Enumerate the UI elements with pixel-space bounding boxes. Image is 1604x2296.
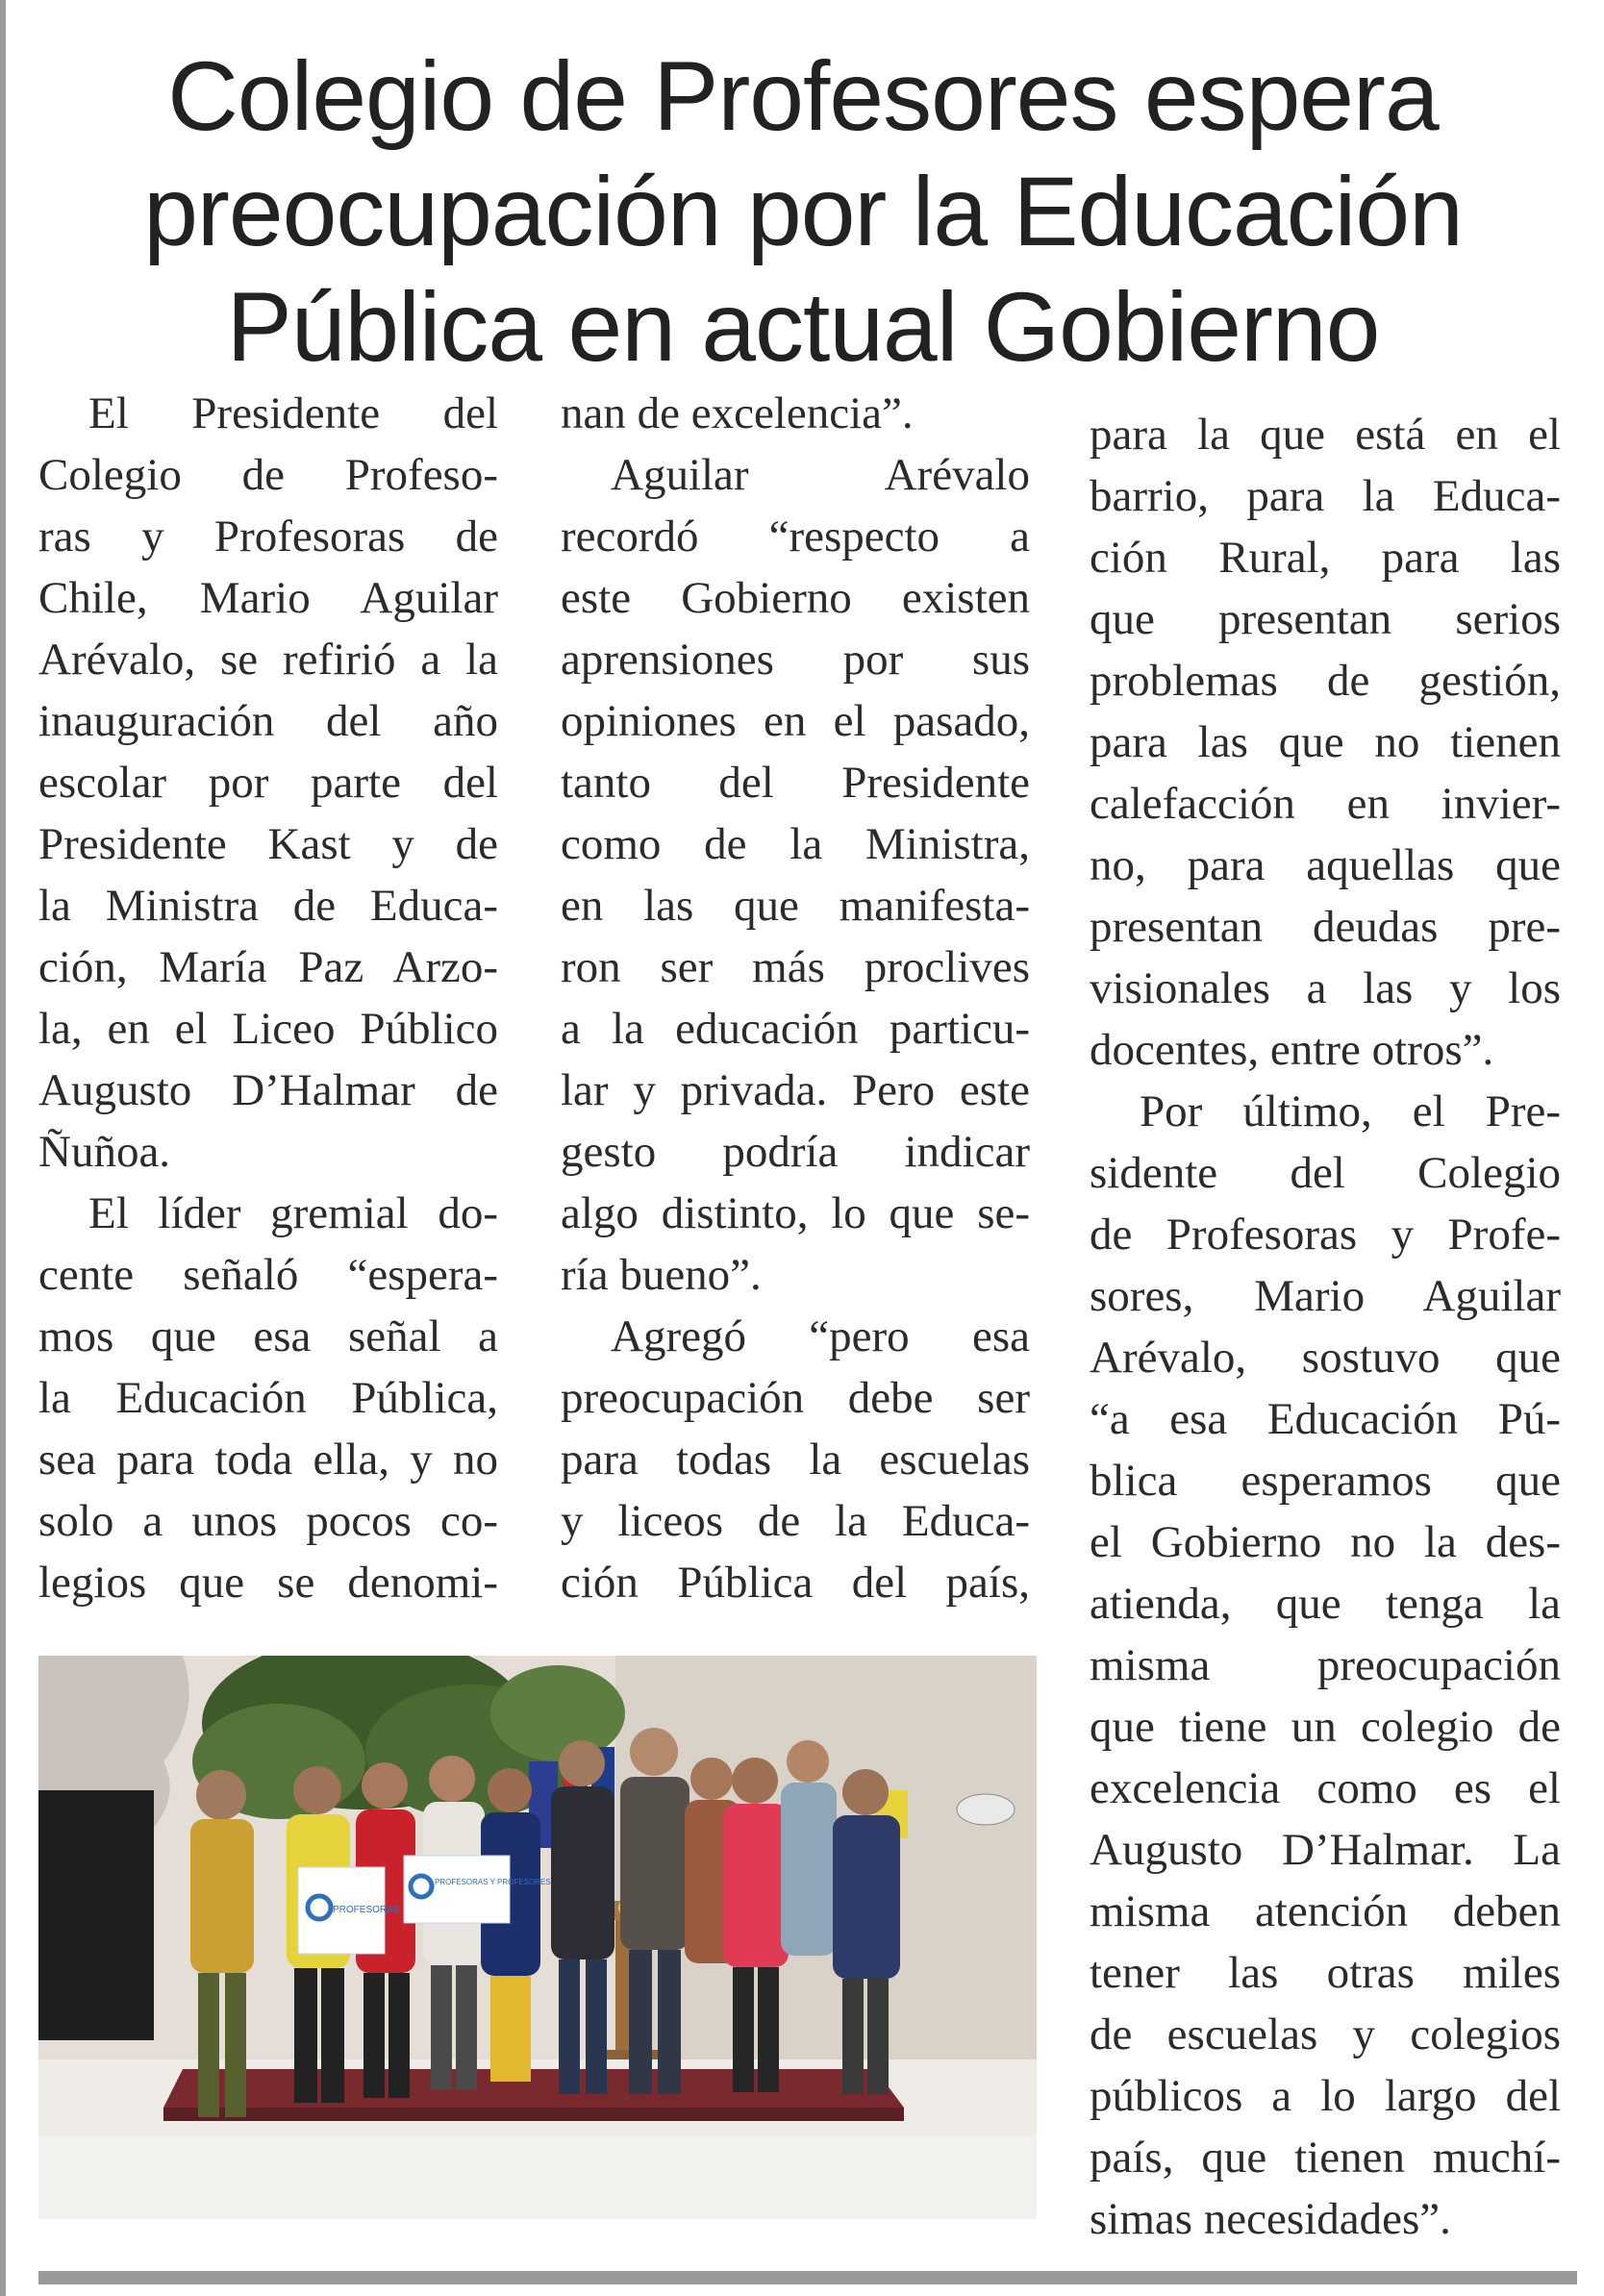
- banner-text: PROFESORAS: [333, 1905, 400, 1915]
- article-column-3: [1090, 404, 1561, 2250]
- text-line: misma preocupación: [1090, 1640, 1561, 1690]
- text-line: la Educación Pública,: [38, 1373, 498, 1423]
- headline-line: Colegio de Profesores espera: [167, 41, 1439, 151]
- text-line: ría bueno”.: [561, 1250, 762, 1300]
- text-line: tener las otras miles: [1090, 1948, 1561, 1998]
- photo-illustration: [38, 1656, 1037, 2219]
- text-line: este Gobierno existen: [561, 573, 1030, 623]
- text-line: ción Pública del país,: [561, 1558, 1030, 1608]
- text-line: tanto del Presidente: [561, 758, 1030, 808]
- text-line: atienda, que tenga la: [1090, 1579, 1561, 1629]
- text-line: inauguración del año: [38, 696, 498, 746]
- text-line: ras y Profesoras de: [38, 512, 498, 562]
- text-line: Arévalo, sostuvo que: [1090, 1333, 1561, 1383]
- text-line: cente señaló “espera-: [38, 1250, 498, 1300]
- text-line: Por último, el Pre-: [1140, 1086, 1561, 1136]
- text-line: El líder gremial do-: [88, 1188, 498, 1238]
- text-line: Augusto D’Halmar. La: [1090, 1825, 1561, 1875]
- left-page-border: [0, 0, 6, 2296]
- text-line: y liceos de la Educa-: [561, 1496, 1030, 1546]
- text-line: para las que no tienen: [1090, 717, 1561, 767]
- banner-text: PROFESORAS Y PROFESORES: [435, 1878, 551, 1886]
- text-line: a la educación particu-: [561, 1004, 1030, 1054]
- press-conference-photo: [38, 1656, 1037, 2219]
- text-line: Ñuñoa.: [38, 1127, 171, 1177]
- text-line: solo a unos pocos co-: [38, 1496, 498, 1546]
- headline-line: preocupación por la Educación: [143, 157, 1463, 266]
- text-line: simas necesidades”.: [1090, 2194, 1451, 2244]
- text-line: legios que se denomi-: [38, 1558, 498, 1608]
- text-line: mos que esa señal a: [38, 1311, 498, 1361]
- text-line: problemas de gestión,: [1090, 656, 1561, 706]
- headline: [58, 38, 1548, 385]
- text-line: en las que manifesta-: [561, 881, 1030, 931]
- text-line: públicos a lo largo del: [1090, 2071, 1561, 2121]
- text-line: que tiene un colegio de: [1090, 1702, 1561, 1752]
- text-line: de Profesoras y Profe-: [1090, 1210, 1561, 1260]
- text-line: gesto podría indicar: [561, 1127, 1030, 1177]
- text-line: ción Rural, para las: [1090, 533, 1561, 583]
- text-line: presentan deudas pre-: [1090, 902, 1561, 952]
- text-line: para todas la escuelas: [561, 1435, 1030, 1485]
- text-line: para la que está en el: [1090, 410, 1561, 460]
- text-line: opiniones en el pasado,: [561, 696, 1030, 746]
- text-line: excelencia como es el: [1090, 1763, 1561, 1813]
- text-line: escolar por parte del: [38, 758, 498, 808]
- text-line: ron ser más proclives: [561, 942, 1030, 992]
- headline-line: Pública en actual Gobierno: [226, 272, 1380, 382]
- text-line: ción, María Paz Arzo-: [38, 942, 498, 992]
- text-line: como de la Ministra,: [561, 819, 1030, 869]
- text-line: que presentan serios: [1090, 594, 1561, 644]
- text-line: la, en el Liceo Público: [38, 1004, 498, 1054]
- text-line: blica esperamos que: [1090, 1456, 1561, 1506]
- text-line: recordó “respecto a: [561, 512, 1030, 562]
- text-line: visionales a las y los: [1090, 963, 1561, 1013]
- text-line: Chile, Mario Aguilar: [38, 573, 498, 623]
- text-line: de escuelas y colegios: [1090, 2009, 1561, 2059]
- text-line: barrio, para la Educa-: [1090, 471, 1561, 521]
- text-line: calefacción en invier-: [1090, 779, 1561, 829]
- text-line: El Presidente del: [88, 388, 498, 438]
- text-line: aprensiones por sus: [561, 635, 1030, 685]
- article-column-2: [561, 383, 1030, 1613]
- text-line: Aguilar Arévalo: [611, 450, 1030, 500]
- text-line: docentes, entre otros”.: [1090, 1025, 1494, 1075]
- text-line: Arévalo, se refirió a la: [38, 635, 498, 685]
- text-line: misma atención deben: [1090, 1886, 1561, 1936]
- text-line: sea para toda ella, y no: [38, 1435, 498, 1485]
- bottom-rule: [38, 2271, 1577, 2284]
- text-line: el Gobierno no la des-: [1090, 1517, 1561, 1567]
- text-line: no, para aquellas que: [1090, 840, 1561, 890]
- text-line: preocupación debe ser: [561, 1373, 1030, 1423]
- text-line: Augusto D’Halmar de: [38, 1065, 498, 1115]
- text-line: país, que tienen muchí-: [1090, 2133, 1561, 2183]
- text-line: Presidente Kast y de: [38, 819, 498, 869]
- article-column-1: [38, 383, 498, 1613]
- text-line: sores, Mario Aguilar: [1090, 1271, 1561, 1321]
- text-line: la Ministra de Educa-: [38, 881, 498, 931]
- text-line: Colegio de Profeso-: [38, 450, 498, 500]
- text-line: algo distinto, lo que se-: [561, 1188, 1030, 1238]
- text-line: lar y privada. Pero este: [561, 1065, 1030, 1115]
- text-line: “a esa Educación Pú-: [1090, 1394, 1561, 1444]
- text-line: sidente del Colegio: [1090, 1148, 1561, 1198]
- text-line: Agregó “pero esa: [611, 1311, 1030, 1361]
- text-line: nan de excelencia”.: [561, 388, 914, 438]
